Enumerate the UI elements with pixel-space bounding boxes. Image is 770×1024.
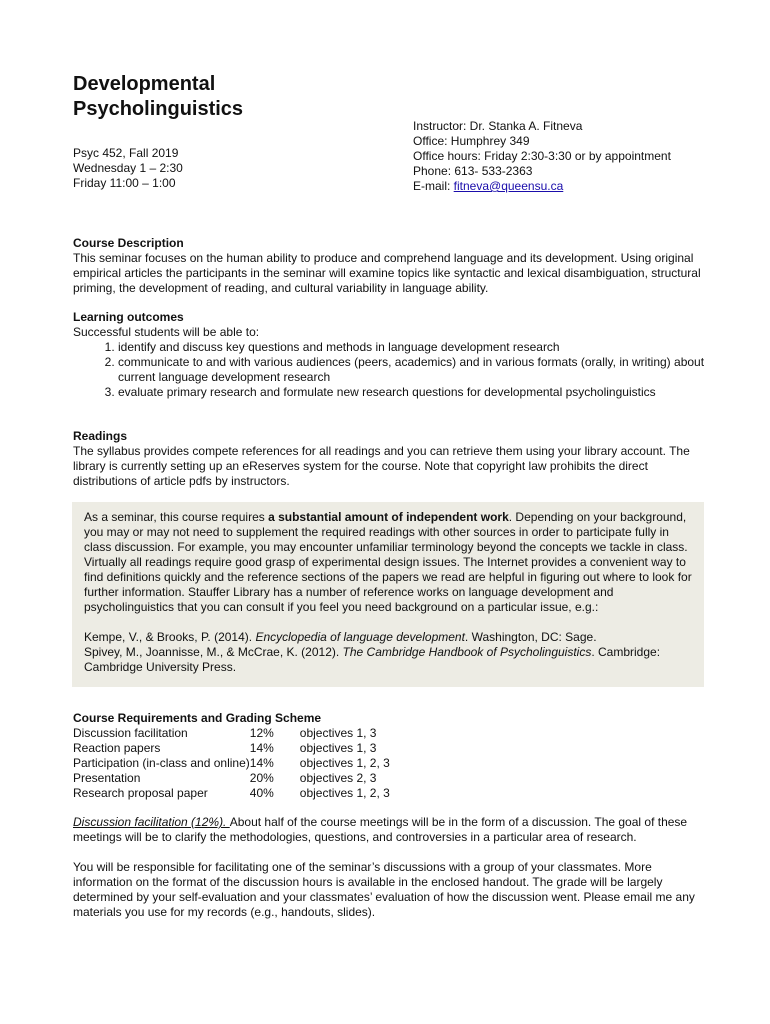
reference-1	[84, 630, 692, 645]
grading-table	[73, 726, 390, 801]
description-heading: Course Description	[73, 236, 184, 250]
grading-heading: Course Requirements and Grading Scheme	[73, 711, 322, 725]
grade-item: Discussion facilitation	[73, 726, 188, 740]
meeting-time-2: Friday 11:00 – 1:00	[73, 176, 176, 190]
ref-authors: Spivey, M., Joannisse, M., & McCrae, K. (2012).	[84, 645, 343, 659]
title-line-2: Psycholinguistics	[73, 98, 244, 120]
grade-item: Research proposal paper	[73, 786, 208, 800]
facilitation-section	[73, 815, 713, 920]
grade-objectives: objectives 2, 3	[299, 771, 377, 785]
course-description	[73, 236, 713, 296]
grade-weight: 14%	[249, 756, 274, 770]
ref-authors: Kempe, V., & Brooks, P. (2014).	[84, 630, 256, 644]
instructor-phone: Phone: 613- 533-2363	[413, 164, 533, 178]
grade-weight: 14%	[249, 741, 274, 755]
description-text: This seminar focuses on the human ability to produce and comprehend language and its development. Using original empirical articles the participants in the seminar will examine topics like syntactic and lexical disambiguation, structural priming, the development of reading, and cultural variability in language ability.	[73, 251, 701, 295]
instructor-office: Office: Humphrey 349	[413, 134, 530, 148]
instructor-name: Instructor: Dr. Stanka A. Fitneva	[413, 119, 583, 133]
table-row	[73, 771, 390, 786]
course-code: Psyc 452, Fall 2019	[73, 146, 179, 160]
box-text: . Depending on your background, you may or may not need to supplement the required readings with other sources in order to participate fully in class discussion. For example, you may encounter unfamiliar terminology beyond the concepts we tackle in class. Virtually all readings require good grasp of experimental design issues. The Internet provides a convenient way to find definitions quickly and the reference sections of the papers we read are helpful in figuring out where to look for further information. Stauffer Library has a number of reference works on language development and psycholinguistics that you can consult if you feel you need background on a particular issue, e.g.:	[84, 510, 692, 614]
page-title	[73, 72, 333, 122]
outcome-item: 3. evaluate primary research and formulate new research questions for developmental psycholinguistics	[118, 385, 713, 400]
grading-scheme	[73, 711, 390, 801]
readings-heading: Readings	[73, 429, 128, 443]
independent-work-box	[72, 502, 704, 687]
box-text: As a seminar, this course requires	[84, 510, 269, 524]
grade-objectives: objectives 1, 2, 3	[299, 786, 390, 800]
grade-weight: 12%	[249, 726, 274, 740]
facilitation-paragraph	[73, 815, 713, 845]
outcomes-list	[73, 340, 713, 400]
outcome-item: 2. communicate to and with various audiences (peers, academics) and in various formats (orally, in writing) about current language development research	[118, 355, 713, 385]
grade-item: Participation (in-class and online)	[73, 756, 250, 770]
box-bold-text: a substantial amount of independent work	[268, 510, 509, 524]
grade-weight: 40%	[249, 786, 274, 800]
readings-text: The syllabus provides compete references for all readings and you can retrieve them using your library account. The library is currently setting up an eReserves system for the course. Note that copyright law prohibits the direct distributions of article pdfs by instructors.	[73, 444, 690, 488]
table-row	[73, 786, 390, 801]
readings	[73, 429, 713, 489]
table-row	[73, 726, 390, 741]
instructor-email-line	[413, 179, 671, 194]
ref-title: The Cambridge Handbook of Psycholinguistics	[342, 645, 592, 659]
outcome-item: 1. identify and discuss key questions and methods in language development research	[118, 340, 713, 355]
ref-publisher: . Cambridge: Cambridge University Press.	[84, 645, 661, 674]
grade-item: Reaction papers	[73, 741, 161, 755]
email-label: E-mail:	[413, 179, 454, 193]
title-line-1: Developmental	[73, 73, 216, 95]
grade-objectives: objectives 1, 3	[299, 726, 377, 740]
instructor-hours: Office hours: Friday 2:30-3:30 or by appointment	[413, 149, 671, 163]
meeting-time-1: Wednesday 1 – 2:30	[73, 161, 183, 175]
outcomes-heading: Learning outcomes	[73, 310, 184, 324]
box-paragraph	[84, 510, 692, 615]
ref-title: Encyclopedia of language development	[255, 630, 465, 644]
facilitation-paragraph-2: You will be responsible for facilitating one of the seminar’s discussions with a group of your classmates. More information on the format of the discussion hours is available in the enclosed handout. The grade will be largely determined by your self-evaluation and your classmates’ evaluation of how the discussion went. Please email me any materials you use for my records (e.g., handouts, slides).	[73, 860, 695, 919]
reference-2	[84, 645, 692, 675]
ref-publisher: . Washington, DC: Sage.	[464, 630, 597, 644]
grade-weight: 20%	[249, 771, 274, 785]
grade-objectives: objectives 1, 3	[299, 741, 377, 755]
facilitation-text: About half of the course meetings will be in the form of a discussion. The goal of these meetings will be to clarify the methodologies, questions, and controversies in a particular area of research.	[73, 815, 688, 844]
course-info	[73, 146, 183, 191]
table-row	[73, 756, 390, 771]
grade-item: Presentation	[73, 771, 141, 785]
email-link[interactable]: fitneva@queensu.ca	[453, 179, 564, 193]
table-row	[73, 741, 390, 756]
learning-outcomes	[73, 310, 713, 400]
instructor-info	[413, 119, 671, 194]
facilitation-label: Discussion facilitation (12%).	[73, 815, 230, 829]
outcomes-intro: Successful students will be able to:	[73, 325, 260, 339]
grade-objectives: objectives 1, 2, 3	[299, 756, 390, 770]
